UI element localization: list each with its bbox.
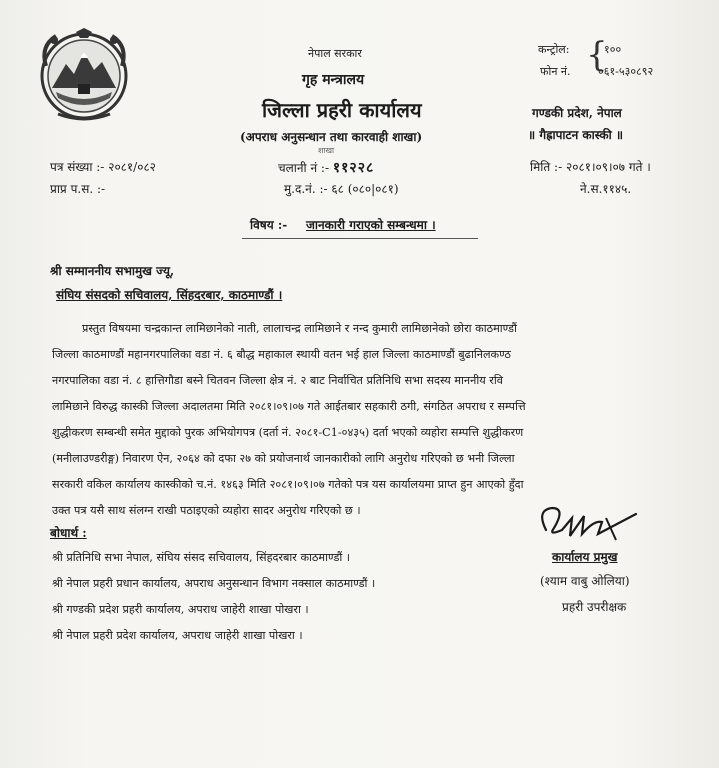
body-line: जिल्ला काठमाण्डौं महानगरपालिका वडा नं. ६ बौद्ध महाकाल स्थायी वतन भई हाल जिल्ला काठमाण्डौं बुढानिलकण्ठ (52, 348, 511, 361)
addressee-line-2: संघिय संसदको सचिवालय, सिंहदरबार, काठमाण्डौं । (56, 288, 283, 302)
addressee-line-1: श्री सम्माननीय सभामुख ज्यू, (50, 264, 175, 278)
signatory-designation: कार्यालय प्रमुख (552, 550, 618, 564)
signatory-rank: प्रहरी उपरीक्षक (562, 600, 627, 614)
cc-item: श्री प्रतिनिधि सभा नेपाल, संघिय संसद सचिवालय, सिंहदरबार काठमाण्डौं । (52, 551, 351, 564)
body-line: (मनीलाउण्डरीङ्ग) निवारण ऐन, २०६४ को दफा २७ को प्रयोजनार्थ जानकारीको लागि अनुरोध गरिएको छ भनी जिल्ला (52, 452, 515, 465)
body-line: लामिछाने विरुद्ध कास्की जिल्ला अदालतमा मिति २०८१।०९।०७ गते आईतबार सहकारी ठगी, संगठित अपराध र सम्पत्ति (52, 400, 526, 413)
control-label: कन्ट्रोल: (538, 43, 570, 56)
phone-number: ०६१-५३०८९२ (598, 65, 654, 78)
province-name: गण्डकी प्रदेश, नेपाल (532, 106, 622, 120)
government-name: नेपाल सरकार (308, 47, 362, 60)
cc-label: बोधार्थ : (50, 526, 87, 540)
body-line: उक्त पत्र यसै साथ संलग्न राखी पठाइएको व्यहोरा सादर अनुरोध गरिएको छ । (52, 504, 361, 517)
body-line: शुद्धीकरण सम्बन्धी समेत मुद्दाको पुरक अभियोगपत्र (दर्ता नं. २०८१-C1-०४३५) दर्ता भएको व्यहोरा सम्पत्ति शुद्धीकरण (52, 426, 524, 439)
control-number: १०० (604, 43, 622, 56)
cc-item: श्री गण्डकी प्रदेश प्रहरी कार्यालय, अपराध जाहेरी शाखा पोखरा । (52, 603, 309, 616)
signature-mark-icon (532, 500, 652, 546)
cc-item: श्री नेपाल प्रहरी प्रदेश कार्यालय, अपराध जाहेरी शाखा पोखरा । (52, 629, 303, 642)
body-line: सरकारी वकिल कार्यालय कास्कीको च.नं. १४६३ मिति २०८१।०९।०७ गतेको पत्र यस कार्यालयमा प्राप्त हुन आएको हुँदा (52, 478, 524, 491)
dispatch-number: चलानी नं :- ११२२८ (278, 160, 375, 176)
contact-brace: { (586, 35, 608, 75)
body-line: नगरपालिका वडा नं. ८ हात्तिगौडा बस्ने चितवन जिल्ला क्षेत्र नं. २ बाट निर्वाचित प्रतिनिधि सभा सदस्य माननीय रवि (52, 374, 503, 387)
subject-line (242, 210, 478, 239)
letter-number: पत्र संख्या :- २०८१/०८२ (50, 160, 156, 174)
case-number: मु.द.नं. :- ६८ (०८०|०८१) (284, 182, 399, 196)
phone-label: फोन नं. (540, 65, 571, 78)
subject-label: विषय :- (250, 218, 288, 232)
signatory-name: (श्याम वाबु ओलिया) (540, 574, 630, 588)
section-stamp-text: शाखा (318, 146, 335, 155)
body-line: प्रस्तुत विषयमा चन्द्रकान्त लामिछानेको नाती, लालाचन्द्र लामिछाने र नन्द कुमारी लामिछानेको छोरा काठमाण्डौं (82, 322, 517, 335)
office-place: ॥ गैह्रापाटन कास्की ॥ (528, 128, 624, 142)
subject-text: जानकारी गराएको सम्बन्धमा । (306, 218, 436, 232)
section-name: (अपराध अनुसन्धान तथा कारवाही शाखा) (240, 130, 423, 144)
nepal-sambat-date: ने.स.११४५. (580, 182, 632, 196)
letter-date: मिति :- २०८१।०९।०७ गते । (530, 160, 651, 174)
office-title: जिल्ला प्रहरी कार्यालय (262, 98, 422, 122)
ministry-name: गृह मन्त्रालय (302, 72, 365, 88)
cc-item: श्री नेपाल प्रहरी प्रधान कार्यालय, अपराध अनुसन्धान विभाग नक्साल काठमाण्डौं । (52, 577, 376, 590)
nepal-government-emblem-icon (36, 26, 132, 124)
previous-reference: प्राप्र प.स. :- (50, 182, 106, 196)
